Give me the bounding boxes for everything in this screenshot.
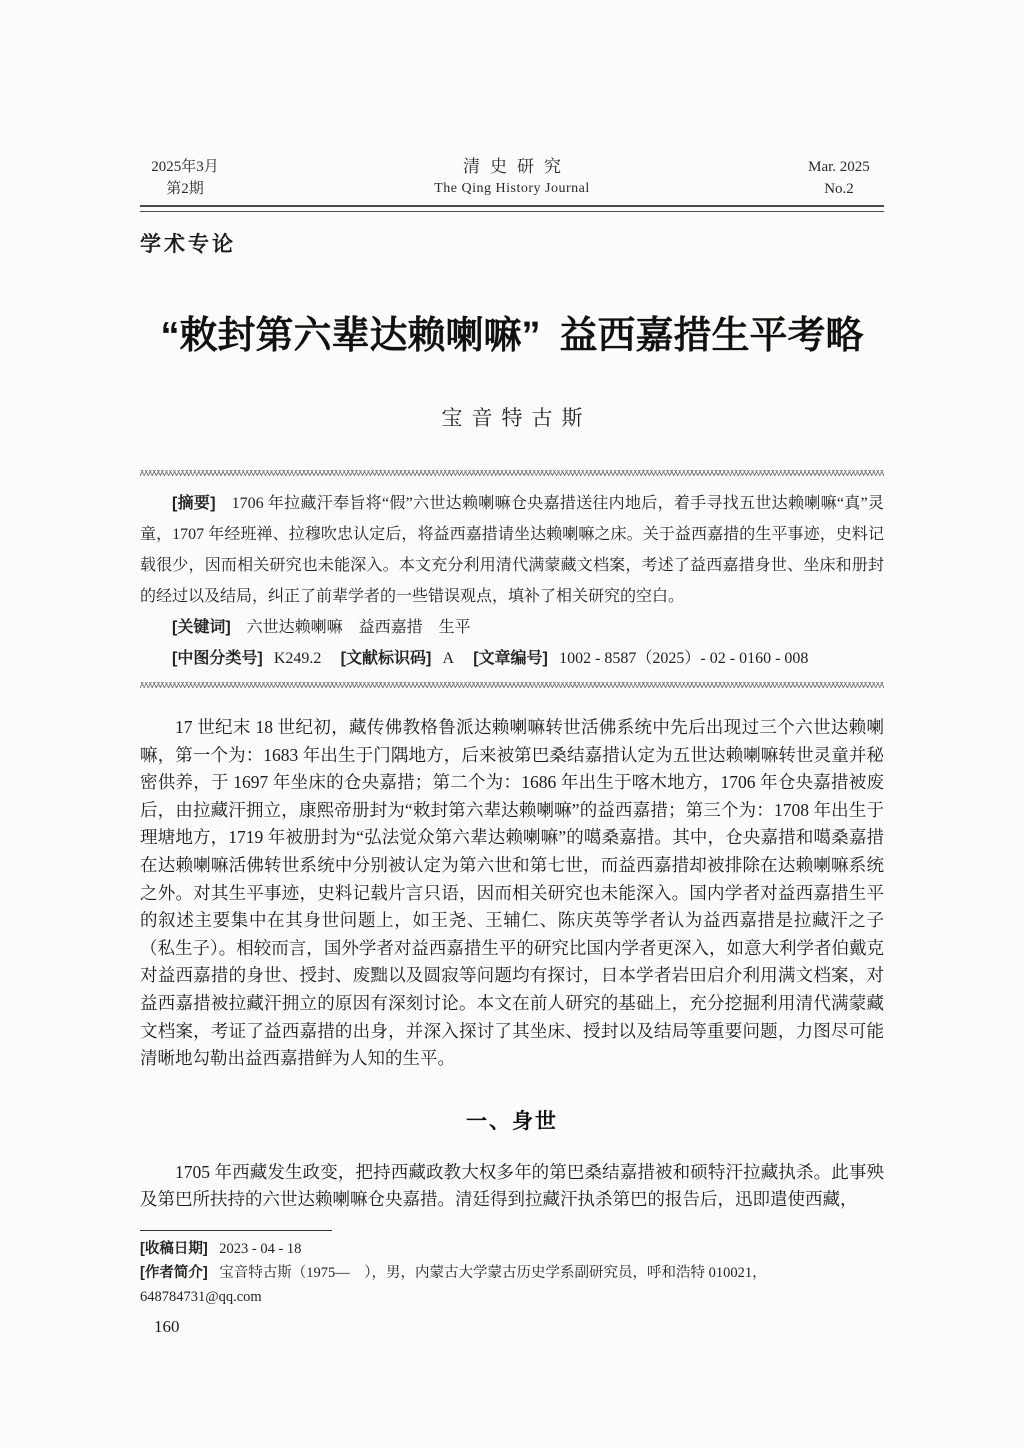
- page-number: 160: [154, 1316, 180, 1336]
- author-bio-line: [140, 1261, 884, 1309]
- article-title: “敕封第六辈达赖喇嘛” 益西嘉措生平考略: [160, 315, 864, 357]
- journal-name-en: The Qing History Journal: [434, 181, 590, 196]
- author-bio-value: 宝音特古斯（1975— ），男，内蒙古大学蒙古历史学系副研究员，呼和浩特 010021，648784731@qq.com: [140, 1264, 767, 1305]
- issue-number-en: No.2: [824, 181, 854, 197]
- abstract-paragraph: [140, 488, 884, 612]
- author-name: 宝音特古斯: [441, 406, 592, 430]
- abstract-block: [140, 488, 884, 674]
- article-id-label: [文章编号]: [473, 650, 548, 667]
- article-id-value: 1002 - 8587（2025）- 02 - 0160 - 008: [559, 650, 809, 667]
- intro-paragraph: 17 世纪末 18 世纪初，藏传佛教格鲁派达赖喇嘛转世活佛系统中先后出现过三个六世达赖喇嘛，第一个为：1683 年出生于门隅地方，后来被第巴桑结嘉措认定为五世达赖喇嘛转世灵童并秘密供养，于 1697 年坐床的仓央嘉措；第二个为：1686 年出生于喀木地方，1706 年仓央嘉措被废后，由拉藏汗拥立，康熙帝册封为“敕封第六辈达赖喇嘛”的益西嘉措；第三个为：1708 年出生于理塘地方，1719 年被册封为“弘法觉众第六辈达赖喇嘛”的噶桑嘉措。其中，仓央嘉措和噶桑嘉措在达赖喇嘛活佛转世系统中分别被认定为第六世和第七世，而益西嘉措却被排除在达赖喇嘛系统之外。对其生平事迹，史料记载片言只语，因而相关研究也未能深入。国内学者对益西嘉措生平的叙述主要集中在其身世问题上，如王尧、王辅仁、陈庆英等学者认为益西嘉措是拉藏汗之子（私生子）。相较而言，国外学者对益西嘉措生平的研究比国内学者更深入，如意大利学者伯戴克对益西嘉措的身世、授封、废黜以及圆寂等问题均有探讨，日本学者岩田启介利用满文档案，对益西嘉措被拉藏汗拥立的原因有深刻讨论。本文在前人研究的基础上，充分挖掘利用清代满蒙藏文档案，考证了益西嘉措的出身，并深入探讨了其坐床、授封以及结局等重要问题，力图尽可能清晰地勾勒出益西嘉措鲜为人知的生平。: [140, 717, 884, 1069]
- footnote-block: [140, 1230, 884, 1339]
- abstract-label: [摘要]: [172, 495, 216, 512]
- received-date-label: [收稿日期]: [140, 1240, 208, 1257]
- keywords-label: [关键词]: [172, 619, 231, 636]
- issue-number-cn: 第2期: [166, 181, 204, 197]
- issue-info-en: [794, 156, 884, 200]
- issue-date-en: Mar. 2025: [808, 159, 870, 175]
- keywords-line: [140, 612, 884, 643]
- received-date-line: [140, 1237, 884, 1261]
- issue-date-cn: 2025年3月: [151, 159, 219, 175]
- clc-label: [中图分类号]: [172, 650, 263, 667]
- doc-code-value: A: [442, 650, 455, 667]
- abstract-top-border: [140, 470, 884, 476]
- journal-title-block: [434, 156, 589, 200]
- section-1-paragraph: 1705 年西藏发生政变，把持西藏政教大权多年的第巴桑结嘉措被和硕特汗拉藏执杀。此事殃及第巴所扶持的六世达赖喇嘛仓央嘉措。清廷得到拉藏汗执杀第巴的报告后，迅即遣使西藏，: [140, 1161, 884, 1210]
- clc-value: K249.2: [273, 650, 322, 667]
- header-divider-rule: [140, 205, 884, 212]
- classification-line: [140, 643, 884, 674]
- column-label: 学术专论: [140, 232, 236, 256]
- journal-name-cn: 清史研究: [462, 157, 571, 176]
- footnote-divider-rule: [140, 1230, 332, 1231]
- abstract-text: 1706 年拉藏汗奉旨将“假”六世达赖喇嘛仓央嘉措送往内地后，着手寻找五世达赖喇嘛“真”灵童，1707 年经班禅、拉穆吹忠认定后，将益西嘉措请坐达赖喇嘛之床。关于益西嘉措的生平事迹，史料记载很少，因而相关研究也未能深入。本文充分利用清代满蒙藏文档案，考述了益西嘉措身世、坐床和册封的经过以及结局，纠正了前辈学者的一些错误观点，填补了相关研究的空白。: [140, 495, 884, 605]
- keywords-items: 六世达赖喇嘛 益西嘉措 生平: [246, 619, 471, 636]
- abstract-bottom-border: [140, 682, 884, 688]
- received-date-value: 2023 - 04 - 18: [219, 1240, 302, 1257]
- author-bio-label: [作者简介]: [140, 1264, 208, 1281]
- doc-code-label: [文献标识码]: [340, 650, 432, 667]
- section-1-heading: 一、身世: [466, 1109, 558, 1133]
- issue-info-cn: [140, 156, 230, 200]
- running-head: [140, 156, 884, 200]
